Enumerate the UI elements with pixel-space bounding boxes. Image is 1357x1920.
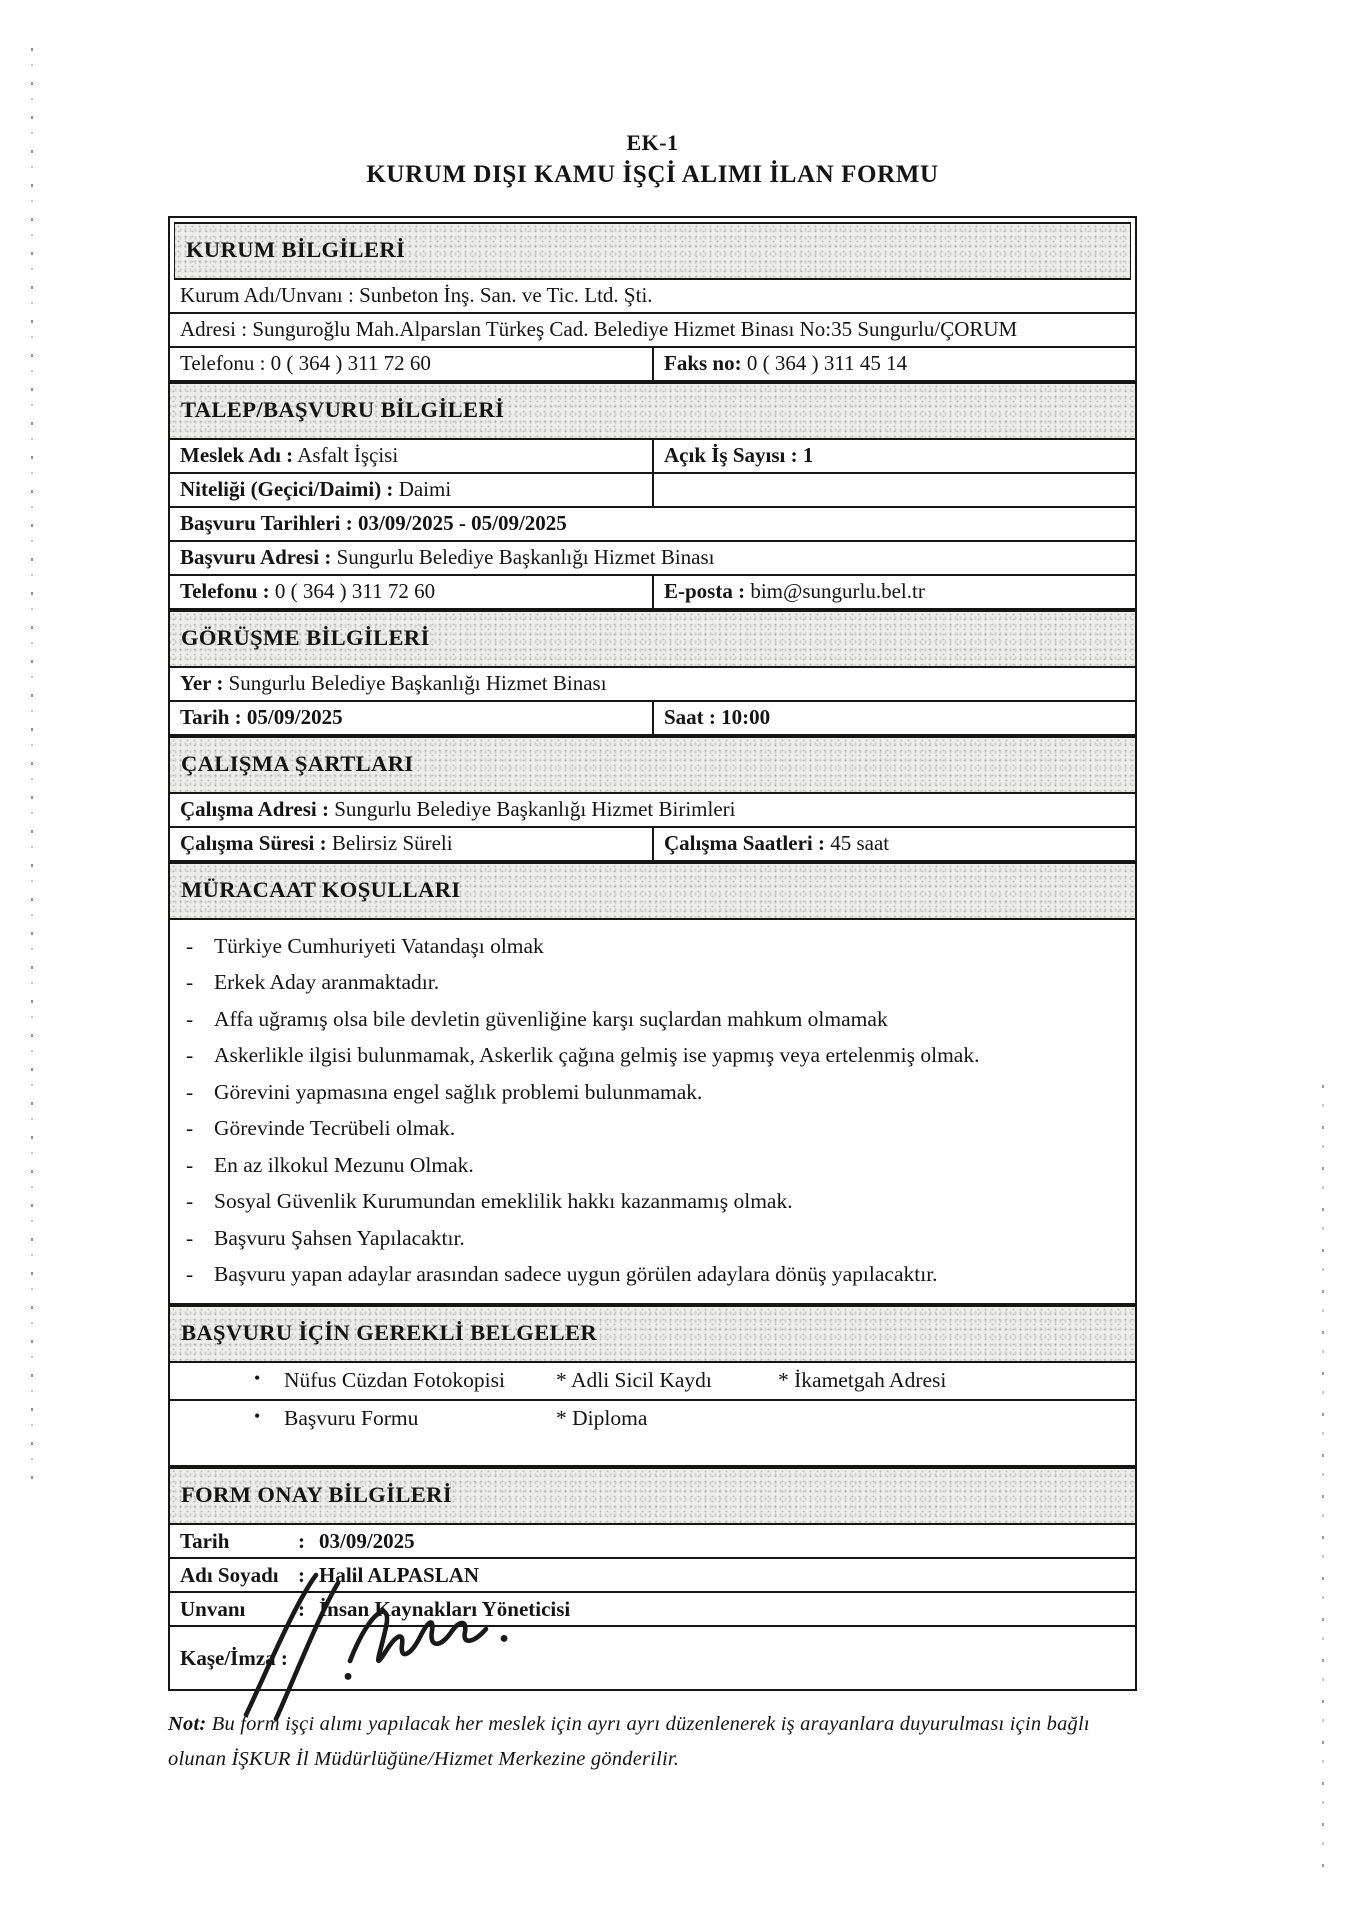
section-header-gerekli-belgeler: BAŞVURU İÇİN GEREKLİ BELGELER <box>170 1305 1135 1363</box>
kurum-adi-value: Sunbeton İnş. San. ve Tic. Ltd. Şti. <box>359 283 653 307</box>
belge-nufus: Nüfus Cüzdan Fotokopisi <box>284 1368 505 1392</box>
row-telefon-faks <box>170 348 1135 382</box>
list-item: - En az ilkokul Mezunu Olmak. <box>182 1147 1121 1184</box>
bullet-icon: • <box>254 1406 261 1426</box>
muracaat-list <box>170 920 1135 1305</box>
niteligi-value: Daimi <box>398 477 452 501</box>
row-meslek-adi <box>170 440 1135 474</box>
list-item: - Görevinde Tecrübeli olmak. <box>182 1111 1121 1148</box>
telefon-label: Telefonu : <box>180 351 266 375</box>
meslek-adi-value: Asfalt İşçisi <box>297 443 399 467</box>
list-item: - Başvuru yapan adaylar arasından sadece uygun görülen adaylara dönüş yapılacaktır. <box>182 1257 1121 1294</box>
acik-is-label: Açık İş Sayısı : <box>664 443 798 467</box>
section-header-gorusme: GÖRÜŞME BİLGİLERİ <box>170 610 1135 668</box>
onay-unvan-label: Unvanı <box>180 1596 246 1621</box>
onay-tarih-label: Tarih <box>180 1528 230 1553</box>
scan-artifact-left-edge <box>31 48 33 1488</box>
note-label: Not: <box>168 1713 207 1735</box>
dash-bullet: - <box>186 1116 194 1140</box>
section-header-muracaat-kosullari: MÜRACAAT KOŞULLARI <box>170 862 1135 920</box>
kurum-adi-label: Kurum Adı/Unvanı : <box>180 283 354 307</box>
annex-code: EK-1 <box>626 130 679 155</box>
dash-bullet: - <box>186 1006 194 1031</box>
dash-bullet: - <box>186 933 194 958</box>
row-onay-tarih: Tarih : 03/09/2025 <box>170 1525 1135 1559</box>
basvuru-adresi-label: Başvuru Adresi : <box>180 545 332 569</box>
row-kase-imza <box>170 1627 1135 1689</box>
footer-note <box>168 1707 1137 1777</box>
list-item: - Türkiye Cumhuriyeti Vatandaşı olmak <box>182 928 1121 965</box>
telefon2-label: Telefonu : <box>180 579 270 603</box>
saat-value: 10:00 <box>721 705 771 729</box>
list-item: - Başvuru Şahsen Yapılacaktır. <box>182 1220 1121 1257</box>
belgeler-row-1 <box>170 1363 1135 1401</box>
row-yer <box>170 668 1135 702</box>
basvuru-tarihleri-value: 03/09/2025 - 05/09/2025 <box>357 511 567 535</box>
belge-basvuru-formu: Başvuru Formu <box>284 1406 419 1430</box>
dash-bullet: - <box>186 1189 194 1213</box>
calisma-saatleri-label: Çalışma Saatleri : <box>664 831 825 855</box>
faks-label: Faks no: <box>664 351 742 375</box>
calisma-adresi-label: Çalışma Adresi : <box>180 797 329 821</box>
calisma-adresi-value: Sungurlu Belediye Başkanlığı Hizmet Birimleri <box>334 797 736 821</box>
list-item: - Askerlikle ilgisi bulunmamak, Askerlik çağına gelmiş ise yapmış veya ertelenmiş olmak. <box>182 1038 1121 1075</box>
row-telefon-eposta <box>170 576 1135 610</box>
gorusme-tarih-value: 05/09/2025 <box>246 705 343 729</box>
belge-ikametgah: * İkametgah Adresi <box>778 1368 947 1392</box>
row-calisma-suresi-saatleri <box>170 828 1135 862</box>
basvuru-adresi-value: Sungurlu Belediye Başkanlığı Hizmet Binası <box>336 545 715 569</box>
dash-bullet: - <box>186 970 194 994</box>
faks-value: 0 ( 364 ) 311 45 14 <box>746 351 908 375</box>
calisma-suresi-value: Belirsiz Süreli <box>331 831 453 855</box>
niteligi-empty-cell <box>654 487 1135 494</box>
section-header-form-onay: FORM ONAY BİLGİLERİ <box>170 1467 1135 1525</box>
eposta-label: E-posta : <box>664 579 746 603</box>
telefon-value: 0 ( 364 ) 311 72 60 <box>270 351 431 375</box>
onay-ad-value: Halil ALPASLAN <box>319 1562 480 1587</box>
document <box>168 130 1137 1777</box>
dash-bullet: - <box>186 1262 194 1286</box>
section-header-talep-basvuru: TALEP/BAŞVURU BİLGİLERİ <box>170 382 1135 440</box>
acik-is-value: 1 <box>802 443 814 467</box>
onay-tarih-value: 03/09/2025 <box>319 1528 415 1553</box>
eposta-value: bim@sungurlu.bel.tr <box>750 579 925 603</box>
adresi-label: Adresi : <box>180 317 248 341</box>
row-basvuru-adresi <box>170 542 1135 576</box>
meslek-adi-label: Meslek Adı : <box>180 443 294 467</box>
onay-body <box>170 1525 1135 1689</box>
section-header-kurum-bilgileri: KURUM BİLGİLERİ <box>174 222 1131 280</box>
telefon2-value: 0 ( 364 ) 311 72 60 <box>274 579 436 603</box>
section-header-calisma-sartlari: ÇALIŞMA ŞARTLARI <box>170 736 1135 794</box>
list-item: - Affa uğramış olsa bile devletin güvenliğine karşı suçlardan mahkum olmamak <box>182 1001 1121 1038</box>
page-title: KURUM DIŞI KAMU İŞÇİ ALIMI İLAN FORMU <box>366 161 939 188</box>
row-basvuru-tarihleri <box>170 508 1135 542</box>
kase-imza-label: Kaşe/İmza : <box>180 1645 288 1670</box>
dash-bullet: - <box>186 1079 194 1104</box>
onay-unvan-value: İnsan Kaynakları Yöneticisi <box>319 1596 571 1621</box>
row-onay-adi-soyadi: Adı Soyadı : Halil ALPASLAN <box>170 1559 1135 1593</box>
row-calisma-adresi <box>170 794 1135 828</box>
belge-diploma: * Diploma <box>556 1406 648 1430</box>
calisma-saatleri-value: 45 saat <box>830 831 890 855</box>
row-adresi <box>170 314 1135 348</box>
dash-bullet: - <box>186 1043 194 1067</box>
yer-label: Yer : <box>180 671 224 695</box>
yer-value: Sungurlu Belediye Başkanlığı Hizmet Binası <box>228 671 607 695</box>
list-item: - Erkek Aday aranmaktadır. <box>182 965 1121 1002</box>
row-onay-unvani: Unvanı : İnsan Kaynakları Yöneticisi <box>170 1593 1135 1627</box>
row-kurum-adi <box>170 280 1135 314</box>
row-niteligi <box>170 474 1135 508</box>
niteligi-label: Niteliği (Geçici/Daimi) : <box>180 477 394 501</box>
dash-bullet: - <box>186 1225 194 1250</box>
row-tarih-saat <box>170 702 1135 736</box>
bullet-icon: • <box>254 1368 261 1388</box>
dash-bullet: - <box>186 1152 194 1177</box>
basvuru-tarihleri-label: Başvuru Tarihleri : <box>180 511 353 535</box>
calisma-suresi-label: Çalışma Süresi : <box>180 831 327 855</box>
adresi-value: Sunguroğlu Mah.Alparslan Türkeş Cad. Belediye Hizmet Binası No:35 Sungurlu/ÇORUM <box>252 317 1018 341</box>
belge-adli-sicil: * Adli Sicil Kaydı <box>556 1368 712 1392</box>
gorusme-tarih-label: Tarih : <box>180 705 242 729</box>
saat-label: Saat : <box>664 705 716 729</box>
note-text: Bu form işçi alımı yapılacak her meslek için ayrı ayrı düzenlenerek iş arayanlara duyurulması için bağlı olunan İŞKUR İl Müdürlüğüne/Hizmet Merkezine gönderilir. <box>168 1713 1090 1770</box>
list-item: - Sosyal Güvenlik Kurumundan emeklilik hakkı kazanmamış olmak. <box>182 1184 1121 1221</box>
document-header <box>168 130 1137 189</box>
list-item: - Görevini yapmasına engel sağlık problemi bulunmamak. <box>182 1074 1121 1111</box>
scan-artifact-right-edge <box>1322 1085 1324 1875</box>
onay-ad-label: Adı Soyadı <box>180 1562 279 1587</box>
form-table <box>168 216 1137 1691</box>
belgeler-row-2 <box>170 1401 1135 1467</box>
